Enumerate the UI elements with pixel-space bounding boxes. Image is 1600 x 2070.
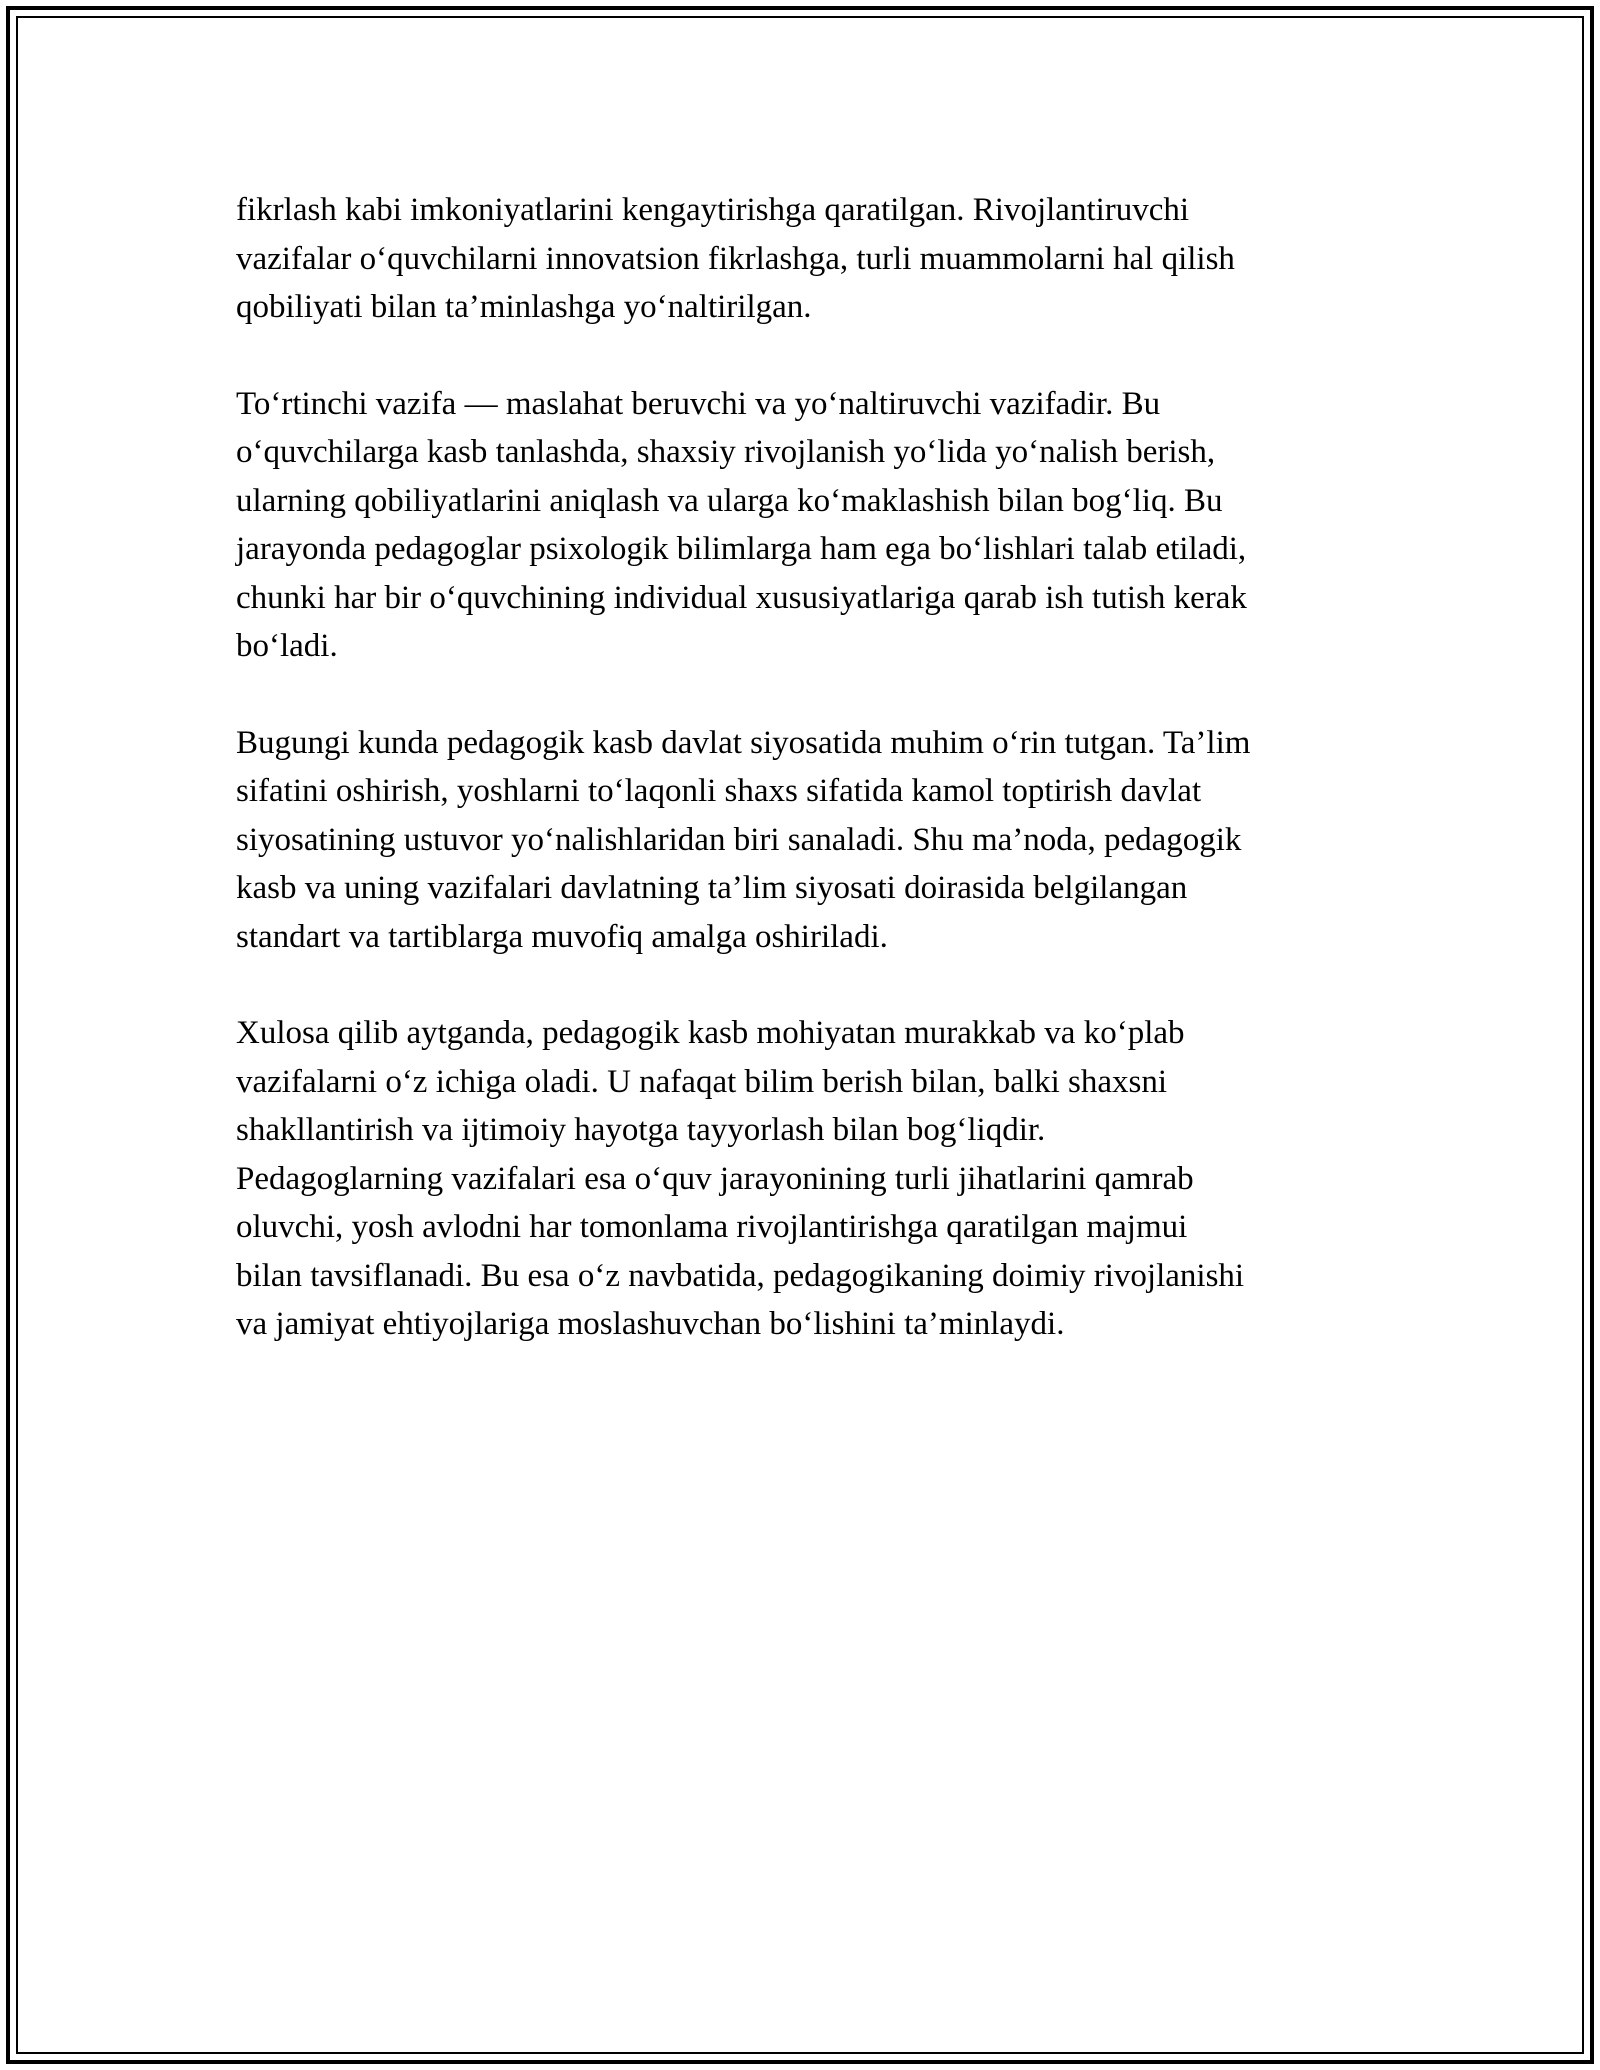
paragraph-3 — [236, 719, 1372, 962]
text-line: Bugungi kunda pedagogik kasb davlat siyosatida muhim o‘rin tutgan. Ta’lim — [236, 724, 1251, 761]
text-line: bilan tavsiflanadi. Bu esa o‘z navbatida, pedagogikaning doimiy rivojlanishi — [236, 1257, 1245, 1294]
text-line: va jamiyat ehtiyojlariga moslashuvchan bo‘lishini ta’minlaydi. — [236, 1306, 1065, 1342]
text-line: shakllantirish va ijtimoiy hayotga tayyorlash bilan bog‘liqdir. — [236, 1112, 1046, 1148]
text-line: siyosatining ustuvor yo‘nalishlaridan biri sanaladi. Shu ma’noda, pedagogik — [236, 821, 1242, 858]
text-line: o‘quvchilarga kasb tanlashda, shaxsiy rivojlanish yo‘lida yo‘nalish berish, — [236, 434, 1216, 470]
text-line: fikrlash kabi imkoniyatlarini kengaytirishga qaratilgan. Rivojlantiruvchi — [236, 192, 1190, 228]
text-line: kasb va uning vazifalari davlatning ta’lim siyosati doirasida belgilangan — [236, 870, 1188, 906]
text-line: Xulosa qilib aytganda, pedagogik kasb mohiyatan murakkab va ko‘plab — [236, 1015, 1185, 1051]
paragraph-4 — [236, 1009, 1372, 1349]
text-line: standart va tartiblarga muvofiq amalga oshiriladi. — [236, 918, 888, 955]
document-body — [236, 186, 1372, 1397]
paragraph-1 — [236, 186, 1372, 332]
text-line: sifatini oshirish, yoshlarni to‘laqonli shaxs sifatida kamol toptirish davlat — [236, 773, 1202, 809]
text-line: oluvchi, yosh avlodni har tomonlama rivojlantirishga qaratilgan majmui — [236, 1209, 1188, 1245]
paragraph-2 — [236, 380, 1372, 671]
text-line: vazifalarni o‘z ichiga oladi. U nafaqat bilim berish bilan, balki shaxsni — [236, 1063, 1168, 1100]
text-line: ularning qobiliyatlarini aniqlash va ularga ko‘maklashish bilan bog‘liq. Bu — [236, 482, 1223, 519]
text-line: vazifalar o‘quvchilarni innovatsion fikrlashga, turli muammolarni hal qilish — [236, 240, 1235, 277]
text-line: jarayonda pedagoglar psixologik bilimlarga ham ega bo‘lishlari talab etiladi, — [236, 531, 1247, 567]
text-line: Pedagoglarning vazifalari esa o‘quv jarayonining turli jihatlarini qamrab — [236, 1160, 1194, 1197]
text-line: bo‘ladi. — [236, 628, 338, 664]
text-line: qobiliyati bilan ta’minlashga yo‘naltirilgan. — [236, 289, 812, 325]
text-line: chunki har bir o‘quvchining individual xususiyatlariga qarab ish tutish kerak — [236, 579, 1247, 616]
text-line: To‘rtinchi vazifa — maslahat beruvchi va yo‘naltiruvchi vazifadir. Bu — [236, 385, 1161, 422]
